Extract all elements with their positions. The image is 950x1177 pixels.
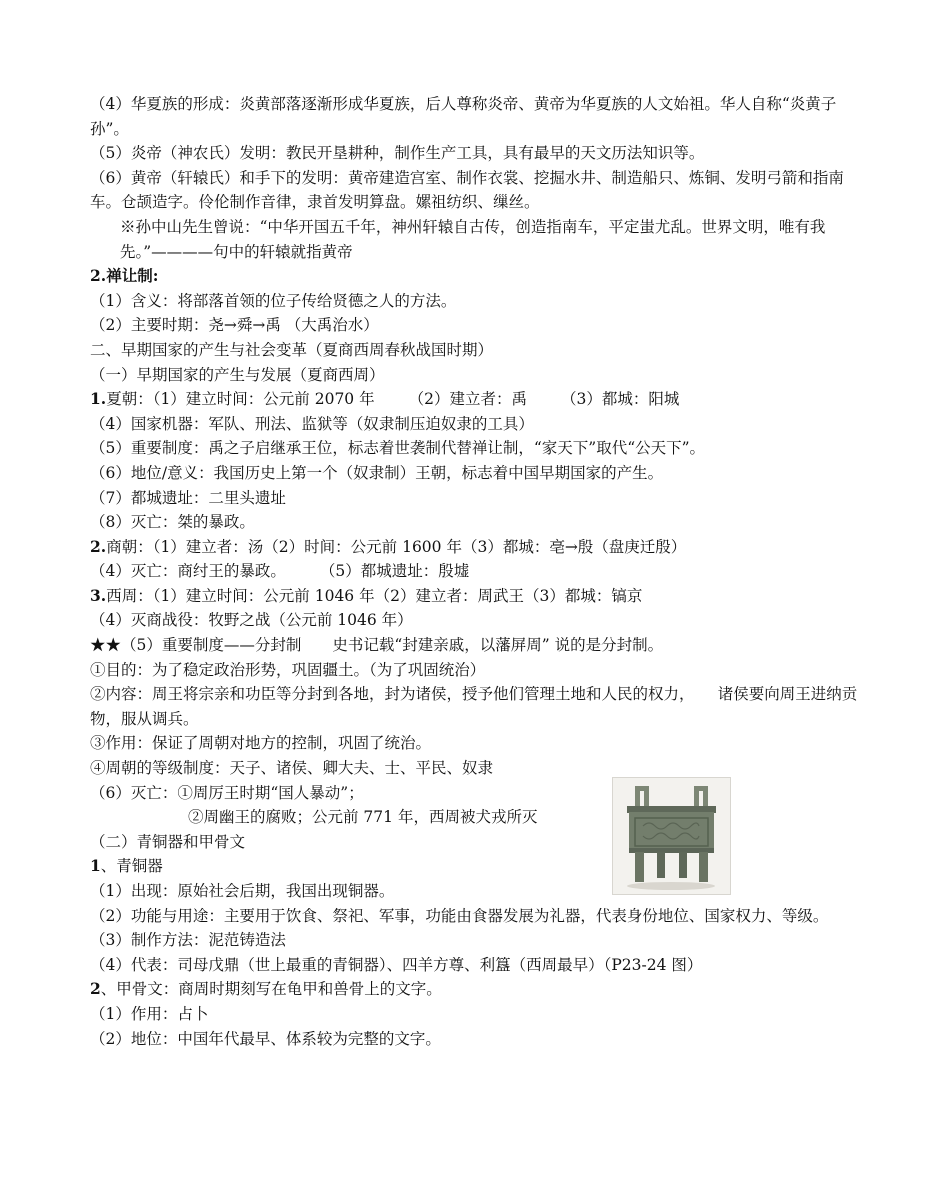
text-line: ③作用：保证了周朝对地方的控制，巩固了统治。	[90, 734, 432, 753]
text-part: 夏朝：（1）建立时间：公元前 2070 年	[106, 390, 375, 409]
text-line: （6）地位/意义：我国历史上第一个（奴隶制）王朝，标志着中国早期国家的产生。	[90, 463, 664, 482]
text-line: （3）制作方法：泥范铸造法	[90, 931, 286, 950]
note-line: ※孙中山先生曾说：“中华开国五千年，神州轩辕自古传，创造指南车，平定蚩尤乱。世界文明，唯有我先。”————句中的轩辕就指黄帝	[120, 217, 826, 261]
text-line: （7）都城遗址：二里头遗址	[90, 488, 286, 507]
text-line: （4）国家机器：军队、刑法、监狱等（奴隶制压迫奴隶的工具）	[90, 414, 534, 433]
heading-number: 1	[90, 856, 101, 876]
text-part: 西周：（1）建立时间：公元前 1046 年（2）建立者：周武王（3）都城：镐京	[106, 586, 643, 605]
text-line: （8）灭亡：桀的暴政。	[90, 513, 255, 532]
text-part: （5）都城遗址：殷墟	[319, 562, 470, 581]
text-line: ★★（5）重要制度——分封制 史书记载“封建亲戚，以藩屏周” 说的是分封制。	[90, 636, 664, 655]
section-heading	[90, 264, 865, 289]
section-heading	[90, 854, 865, 879]
section-heading	[90, 977, 865, 1002]
subchapter-heading: （一）早期国家的产生与发展（夏商西周）	[90, 365, 385, 384]
text-line: （6）灭亡：①周厉王时期“国人暴动”；	[90, 783, 364, 802]
document-page	[90, 92, 865, 1051]
text-part: （3）都城：阳城	[560, 390, 680, 409]
section-heading	[90, 387, 865, 412]
text-line: （4）灭商战役：牧野之战（公元前 1046 年）	[90, 611, 413, 630]
text-line: （1）含义：将部落首领的位子传给贤德之人的方法。	[90, 291, 457, 310]
section-heading	[90, 584, 865, 609]
text-line: （5）重要制度：禹之子启继承王位，标志着世袭制代替禅让制，“家天下”取代“公天下”。	[90, 439, 706, 458]
text-line: （1）出现：原始社会后期，我国出现铜器。	[90, 882, 395, 900]
text-line: ②内容：周王将宗亲和功臣等分封到各地，封为诸侯，授予他们管理土地和人民的权力， 诸侯要向周王进纳贡物，服从调兵。	[90, 685, 858, 728]
text-line: （1）作用：占卜	[90, 1004, 209, 1023]
text-line: （6）黄帝（轩辕氏）和手下的发明：黄帝建造宫室、制作衣裳、挖掘水井、制造船只、炼铜、发明弓箭和指南车。仓颉造字。伶伦制作音律，隶首发明算盘。嫘祖纺织、缫丝。	[90, 168, 844, 212]
text-line: ②周幽王的腐败；公元前 771 年，西周被犬戎所灭	[188, 808, 538, 827]
heading-number: 2.	[90, 536, 107, 556]
heading-number: 2	[90, 979, 101, 999]
text-part: （4）灭亡：商纣王的暴政。	[90, 562, 286, 581]
heading-text: 、青铜器	[100, 857, 163, 876]
bronze-ding-image	[612, 777, 731, 895]
bronze-ding-vessel-icon	[613, 778, 730, 894]
text-part: （2）建立者：禹	[408, 390, 527, 409]
text-line: （4）代表：司母戊鼎（世上最重的青铜器）、四羊方尊、利簋（西周最早）（P23-24 图）	[90, 955, 703, 974]
text-line: ④周朝的等级制度：天子、诸侯、卿大夫、士、平民、奴隶	[90, 759, 494, 778]
text-line: （2）功能与用途：主要用于饮食、祭祀、军事，功能由食器发展为礼器，代表身份地位、国家权力、等级。	[90, 906, 829, 925]
heading-text: 禅让制:	[106, 266, 159, 286]
chapter-heading: 二、早期国家的产生与社会变革（夏商西周春秋战国时期）	[90, 340, 494, 359]
heading-number: 2.	[90, 266, 107, 286]
subchapter-heading: （二）青铜器和甲骨文	[90, 832, 246, 851]
section-heading	[90, 535, 865, 560]
text-part: 商朝：（1）建立者：汤（2）时间：公元前 1600 年（3）都城：亳→殷（盘庚迁殷）	[106, 537, 687, 556]
heading-number: 1.	[90, 389, 107, 409]
text-line	[90, 559, 865, 584]
text-line: （5）炎帝（神农氏）发明：教民开垦耕种，制作生产工具，具有最早的天文历法知识等。	[90, 144, 705, 163]
text-line: （2）主要时期：尧→舜→禹 （大禹治水）	[90, 316, 379, 335]
text-part: 、甲骨文：商周时期刻写在龟甲和兽骨上的文字。	[100, 980, 442, 999]
text-line: （4）华夏族的形成：炎黄部落逐渐形成华夏族，后人尊称炎帝、黄帝为华夏族的人文始祖。华人自称“炎黄子孙”。	[90, 95, 837, 138]
text-line: ①目的：为了稳定政治形势，巩固疆土。（为了巩固统治）	[90, 660, 486, 679]
heading-number: 3.	[90, 585, 107, 605]
text-line: （2）地位：中国年代最早、体系较为完整的文字。	[90, 1029, 441, 1048]
